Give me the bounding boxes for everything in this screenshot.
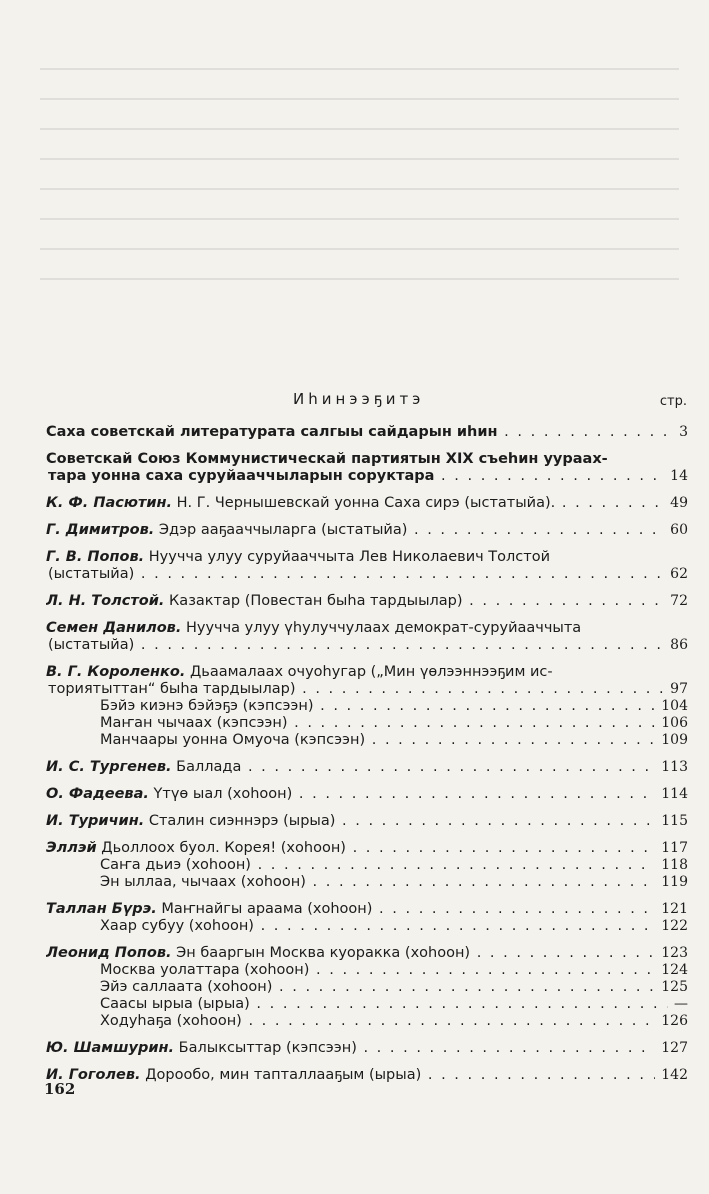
entry-title: (ыстатыйа) <box>48 637 135 653</box>
toc-entry <box>46 549 688 583</box>
toc-line-text <box>100 1013 688 1030</box>
entry-author: В. Г. Короленко. <box>46 664 186 680</box>
entry-title: Балыксыттар (кэпсээн) <box>178 1040 357 1056</box>
page-number: 162 <box>44 1080 76 1098</box>
entry-page-number: 142 <box>655 1067 688 1084</box>
entry-author: Таллан Бүрэ. <box>46 901 157 917</box>
toc-line-text <box>100 874 688 891</box>
entry-page-number: 97 <box>664 681 688 698</box>
toc-line-text <box>46 1040 688 1057</box>
entry-page-number: 119 <box>655 874 688 891</box>
toc-entry <box>46 945 688 1030</box>
toc-line-text <box>100 715 688 732</box>
entry-page-number: 14 <box>664 468 688 485</box>
entry-page-number: 124 <box>655 962 688 979</box>
entry-page-number: 114 <box>655 786 688 803</box>
toc-line <box>46 664 688 681</box>
entry-page-number: 72 <box>664 593 688 610</box>
entry-page-number: 3 <box>673 424 688 441</box>
entry-title: Бэйэ киэнэ бэйэҕэ (кэпсээн) <box>100 698 314 714</box>
toc-line <box>46 732 688 749</box>
toc-line-text <box>100 732 688 749</box>
toc-heading <box>0 388 709 412</box>
toc-line-text <box>46 786 688 803</box>
toc-line <box>46 637 688 654</box>
entry-author: И. Туричин. <box>46 813 145 829</box>
toc-line <box>46 962 688 979</box>
toc-entry <box>46 1067 688 1084</box>
toc-line-text <box>100 962 688 979</box>
entry-title: Эдэр ааҕааччыларга (ыстатыйа) <box>158 522 408 538</box>
entry-author: Семен Данилов. <box>46 620 182 636</box>
entry-title: Эн ыллаа, чычаах (хоһоон) <box>100 874 306 890</box>
toc-line-text <box>100 918 688 935</box>
toc-line-text <box>46 813 688 830</box>
entry-title: Дьаамалаах очуоһугар („Мин үөлээннээҕим ис- <box>189 664 553 680</box>
entry-title: (ыстатыйа) <box>48 566 135 582</box>
toc-line <box>46 495 688 512</box>
toc-line <box>46 620 688 637</box>
toc-line-text <box>46 424 688 441</box>
toc-line <box>46 1013 688 1030</box>
entry-title: Дорообо, мин тапталлааҕым (ырыа) <box>145 1067 422 1083</box>
toc-line-text <box>46 593 688 610</box>
toc-line <box>46 1040 688 1057</box>
toc-line-text <box>100 996 688 1013</box>
toc-line-text <box>48 468 688 485</box>
toc-entry <box>46 424 688 441</box>
entry-title: Хаар субуу (хоһоон) <box>100 918 254 934</box>
entry-title: Маҥнайгы араама (хоһоон) <box>161 901 373 917</box>
entry-title: тара уонна саха суруйааччыларын соруктара <box>48 468 435 484</box>
toc-line <box>46 840 688 857</box>
toc-line <box>46 918 688 935</box>
entry-page-number: 113 <box>655 759 688 776</box>
toc-line-text <box>48 637 688 654</box>
entry-title: Маҥан чычаах (кэпсээн) <box>100 715 288 731</box>
toc-entry <box>46 759 688 776</box>
toc-line-text <box>48 566 688 583</box>
entry-title: Эн бааргын Москва куоракка (хоһоон) <box>176 945 471 961</box>
entry-title: Нуучча улуу суруйааччыта Лев Николаевич Толстой <box>148 549 551 565</box>
show-through-text <box>40 40 679 340</box>
toc-line-text <box>46 549 550 566</box>
toc-line <box>46 566 688 583</box>
entry-page-number: 125 <box>655 979 688 996</box>
toc-entry <box>46 840 688 891</box>
toc-line-text <box>46 945 688 962</box>
toc-entry <box>46 1040 688 1057</box>
toc-line-text <box>46 840 688 857</box>
toc-line <box>46 945 688 962</box>
toc-line-text <box>46 495 688 512</box>
entry-title: Эйэ саллаата (хоһоон) <box>100 979 273 995</box>
toc-line-text <box>46 1067 688 1084</box>
toc-entry <box>46 593 688 610</box>
entry-title: Нуучча улуу үһулуччулаах демократ-суруйааччыта <box>185 620 582 636</box>
entry-title: Москва уолаттара (хоһоон) <box>100 962 310 978</box>
entry-page-number: 86 <box>664 637 688 654</box>
toc-entry <box>46 620 688 654</box>
entry-page-number: 109 <box>655 732 688 749</box>
toc-line-text <box>46 901 688 918</box>
toc-entry <box>46 522 688 539</box>
toc-entry <box>46 664 688 749</box>
toc-line <box>46 813 688 830</box>
entry-author: Эллэй <box>46 840 97 856</box>
entry-title: Дьоллоох буол. Корея! (хоһоон) <box>101 840 346 856</box>
toc-title: Иһинээҕитэ <box>293 390 425 408</box>
entry-title: Ходуһаҕа (хоһоон) <box>100 1013 242 1029</box>
toc-line <box>46 593 688 610</box>
entry-page-number: 127 <box>655 1040 688 1057</box>
entry-title: Советскай Союз Коммунистическай партиятын XIX съеһин уураах- <box>46 451 608 467</box>
toc-line-text <box>100 698 688 715</box>
toc-line-text <box>48 681 688 698</box>
entry-author: Ю. Шамшурин. <box>46 1040 175 1056</box>
table-of-contents <box>46 424 688 1094</box>
entry-author: Л. Н. Толстой. <box>46 593 165 609</box>
entry-title: Баллада <box>176 759 242 775</box>
entry-title: Үтүө ыал (хоһоон) <box>153 786 293 802</box>
entry-author: Леонид Попов. <box>46 945 172 961</box>
toc-line-text <box>46 522 688 539</box>
toc-line <box>46 786 688 803</box>
entry-title: Саҥа дьиэ (хоһоон) <box>100 857 251 873</box>
toc-entry <box>46 901 688 935</box>
entry-title: Н. Г. Чернышевскай уонна Саха сирэ (ыстатыйа). <box>176 495 556 511</box>
toc-line-text <box>100 857 688 874</box>
entry-title: Сталин сиэннэрэ (ырыа) <box>148 813 336 829</box>
entry-title: Саха советскай литературата салгыы сайдарын иһин <box>46 424 498 440</box>
toc-line-text <box>46 451 608 468</box>
toc-entry <box>46 813 688 830</box>
pages-column-label: стр. <box>659 394 687 409</box>
toc-line-text <box>46 620 581 637</box>
toc-line <box>46 759 688 776</box>
entry-author: О. Фадеева. <box>46 786 149 802</box>
entry-author: Г. Димитров. <box>46 522 155 538</box>
entry-page-number: 60 <box>664 522 688 539</box>
toc-line-text <box>100 979 688 996</box>
entry-page-number: 122 <box>655 918 688 935</box>
entry-title: Казактар (Повестан быһа тардыылар) <box>169 593 463 609</box>
entry-page-number: 121 <box>655 901 688 918</box>
entry-page-number: 104 <box>655 698 688 715</box>
toc-entry <box>46 786 688 803</box>
toc-line <box>46 874 688 891</box>
toc-line <box>46 857 688 874</box>
toc-line <box>46 979 688 996</box>
toc-entry <box>46 495 688 512</box>
toc-line <box>46 698 688 715</box>
entry-author: К. Ф. Пасютин. <box>46 495 173 511</box>
entry-page-number: 62 <box>664 566 688 583</box>
toc-line <box>46 451 688 468</box>
entry-author: И. С. Тургенев. <box>46 759 172 775</box>
toc-line-text <box>46 759 688 776</box>
toc-line <box>46 549 688 566</box>
toc-entry <box>46 451 688 485</box>
entry-page-number: 126 <box>655 1013 688 1030</box>
toc-line-text <box>46 664 553 681</box>
toc-line <box>46 522 688 539</box>
toc-line <box>46 1067 688 1084</box>
entry-author: И. Гоголев. <box>46 1067 141 1083</box>
entry-title: Манчаары уонна Омуоча (кэпсээн) <box>100 732 366 748</box>
entry-page-number: 106 <box>655 715 688 732</box>
entry-page-number: 49 <box>664 495 688 512</box>
entry-page-number: 118 <box>655 857 688 874</box>
entry-page-number: 115 <box>655 813 688 830</box>
entry-title: ториятыттан“ быһа тардыылар) <box>48 681 296 697</box>
toc-line <box>46 468 688 485</box>
toc-line <box>46 996 688 1013</box>
toc-line <box>46 681 688 698</box>
entry-title: Саасы ырыа (ырыа) <box>100 996 250 1012</box>
entry-page-number: 123 <box>655 945 688 962</box>
toc-line <box>46 424 688 441</box>
entry-page-number: 117 <box>655 840 688 857</box>
entry-author: Г. В. Попов. <box>46 549 145 565</box>
toc-line <box>46 715 688 732</box>
toc-line <box>46 901 688 918</box>
entry-page-number: — <box>668 996 688 1013</box>
